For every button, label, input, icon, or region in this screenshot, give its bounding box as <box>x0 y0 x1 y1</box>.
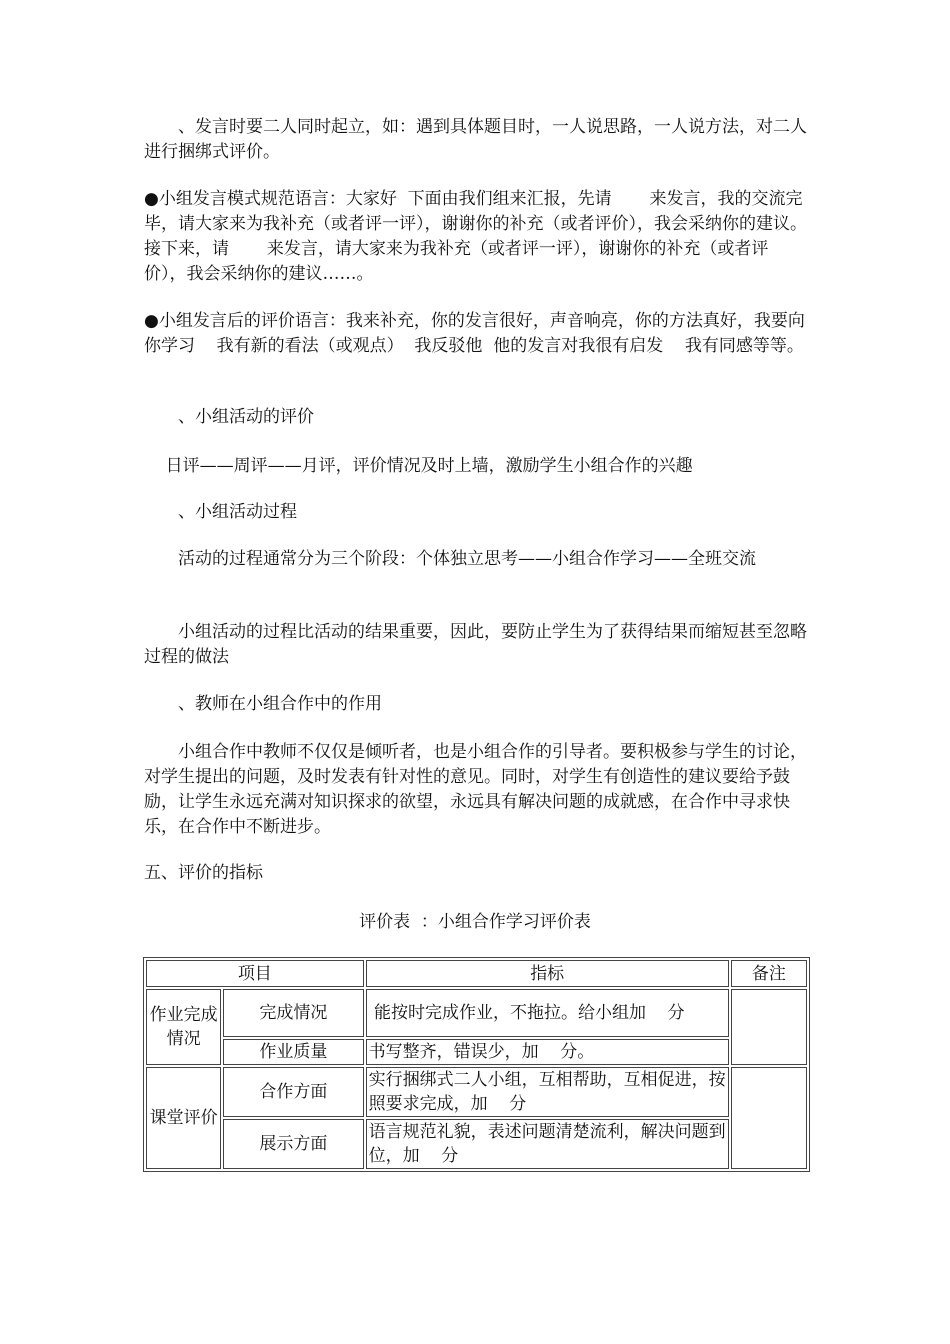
paragraph-group-speaking-language: ●小组发言模式规范语言：大家好 下面由我们组来汇报，先请 来发言，我的交流完毕，请大家来为我补充（或者评一评），谢谢你的补充（或者评价），我会采纳你的建议。接下来，请 来发言，请大家来为我补充（或者评一评），谢谢你的补充（或者评价），我会采纳你的建议……。 <box>144 189 807 284</box>
remark-cell <box>731 989 807 1065</box>
table-caption: 评价表 ：小组合作学习评价表 <box>359 912 591 932</box>
header-indicator: 指标 <box>366 960 729 987</box>
sub-item-cell: 展示方面 <box>223 1119 363 1169</box>
paragraph-teacher-role: 小组合作中教师不仅仅是倾听者，也是小组合作的引导者。要积极参与学生的讨论，对学生提出的问题，及时发表有针对性的意见。同时，对学生有创造性的建议要给予鼓励，让学生永远充满对知识探求的欲望，永远具有解决问题的成就感，在合作中寻求快乐，在合作中不断进步。 <box>144 742 807 837</box>
paragraph-daily-weekly-monthly: 日评——周评——月评，评价情况及时上墙，激励学生小组合作的兴趣 <box>144 456 693 476</box>
header-item: 项目 <box>146 960 364 987</box>
heading-group-activity-evaluation: 、小组活动的评价 <box>144 407 314 427</box>
indicator-cell: 书写整齐，错误少，加 分。 <box>366 1039 729 1065</box>
sub-item-cell: 合作方面 <box>223 1067 363 1117</box>
paragraph-three-stages: 活动的过程通常分为三个阶段：个体独立思考——小组合作学习——全班交流 <box>144 549 756 569</box>
paragraph-paired-speaking: 、发言时要二人同时起立，如：遇到具体题目时，一人说思路，一人说方法，对二人进行捆绑式评价。 <box>144 117 807 162</box>
group-name-cell: 作业完成情况 <box>146 989 221 1065</box>
evaluation-table <box>143 957 810 1172</box>
remark-cell <box>731 1067 807 1169</box>
sub-item-cell: 作业质量 <box>223 1039 363 1065</box>
indicator-cell: 语言规范礼貌，表述问题清楚流利，解决问题到位，加 分 <box>366 1119 729 1169</box>
indicator-cell: 能按时完成作业，不拖拉。给小组加 分 <box>366 989 729 1037</box>
table-row <box>146 1067 807 1117</box>
heading-group-activity-process: 、小组活动过程 <box>144 502 297 522</box>
indicator-cell: 实行捆绑式二人小组，互相帮助，互相促进，按照要求完成，加 分 <box>366 1067 729 1117</box>
group-name-cell: 课堂评价 <box>146 1067 221 1169</box>
heading-evaluation-indicators: 五、评价的指标 <box>144 863 263 883</box>
table-row <box>146 1039 807 1065</box>
heading-teacher-role: 、教师在小组合作中的作用 <box>144 694 382 714</box>
table-row <box>146 1119 807 1169</box>
paragraph-evaluation-language: ●小组发言后的评价语言：我来补充，你的发言很好，声音响亮，你的方法真好，我要向你学习 我有新的看法（或观点） 我反驳他 他的发言对我很有启发 我有同感等等。 <box>144 311 805 356</box>
table-header-row <box>146 960 807 987</box>
paragraph-process-over-result: 小组活动的过程比活动的结果重要，因此，要防止学生为了获得结果而缩短甚至忽略过程的做法 <box>144 622 807 667</box>
sub-item-cell: 完成情况 <box>223 989 363 1037</box>
header-remark: 备注 <box>731 960 807 987</box>
table-row <box>146 989 807 1037</box>
